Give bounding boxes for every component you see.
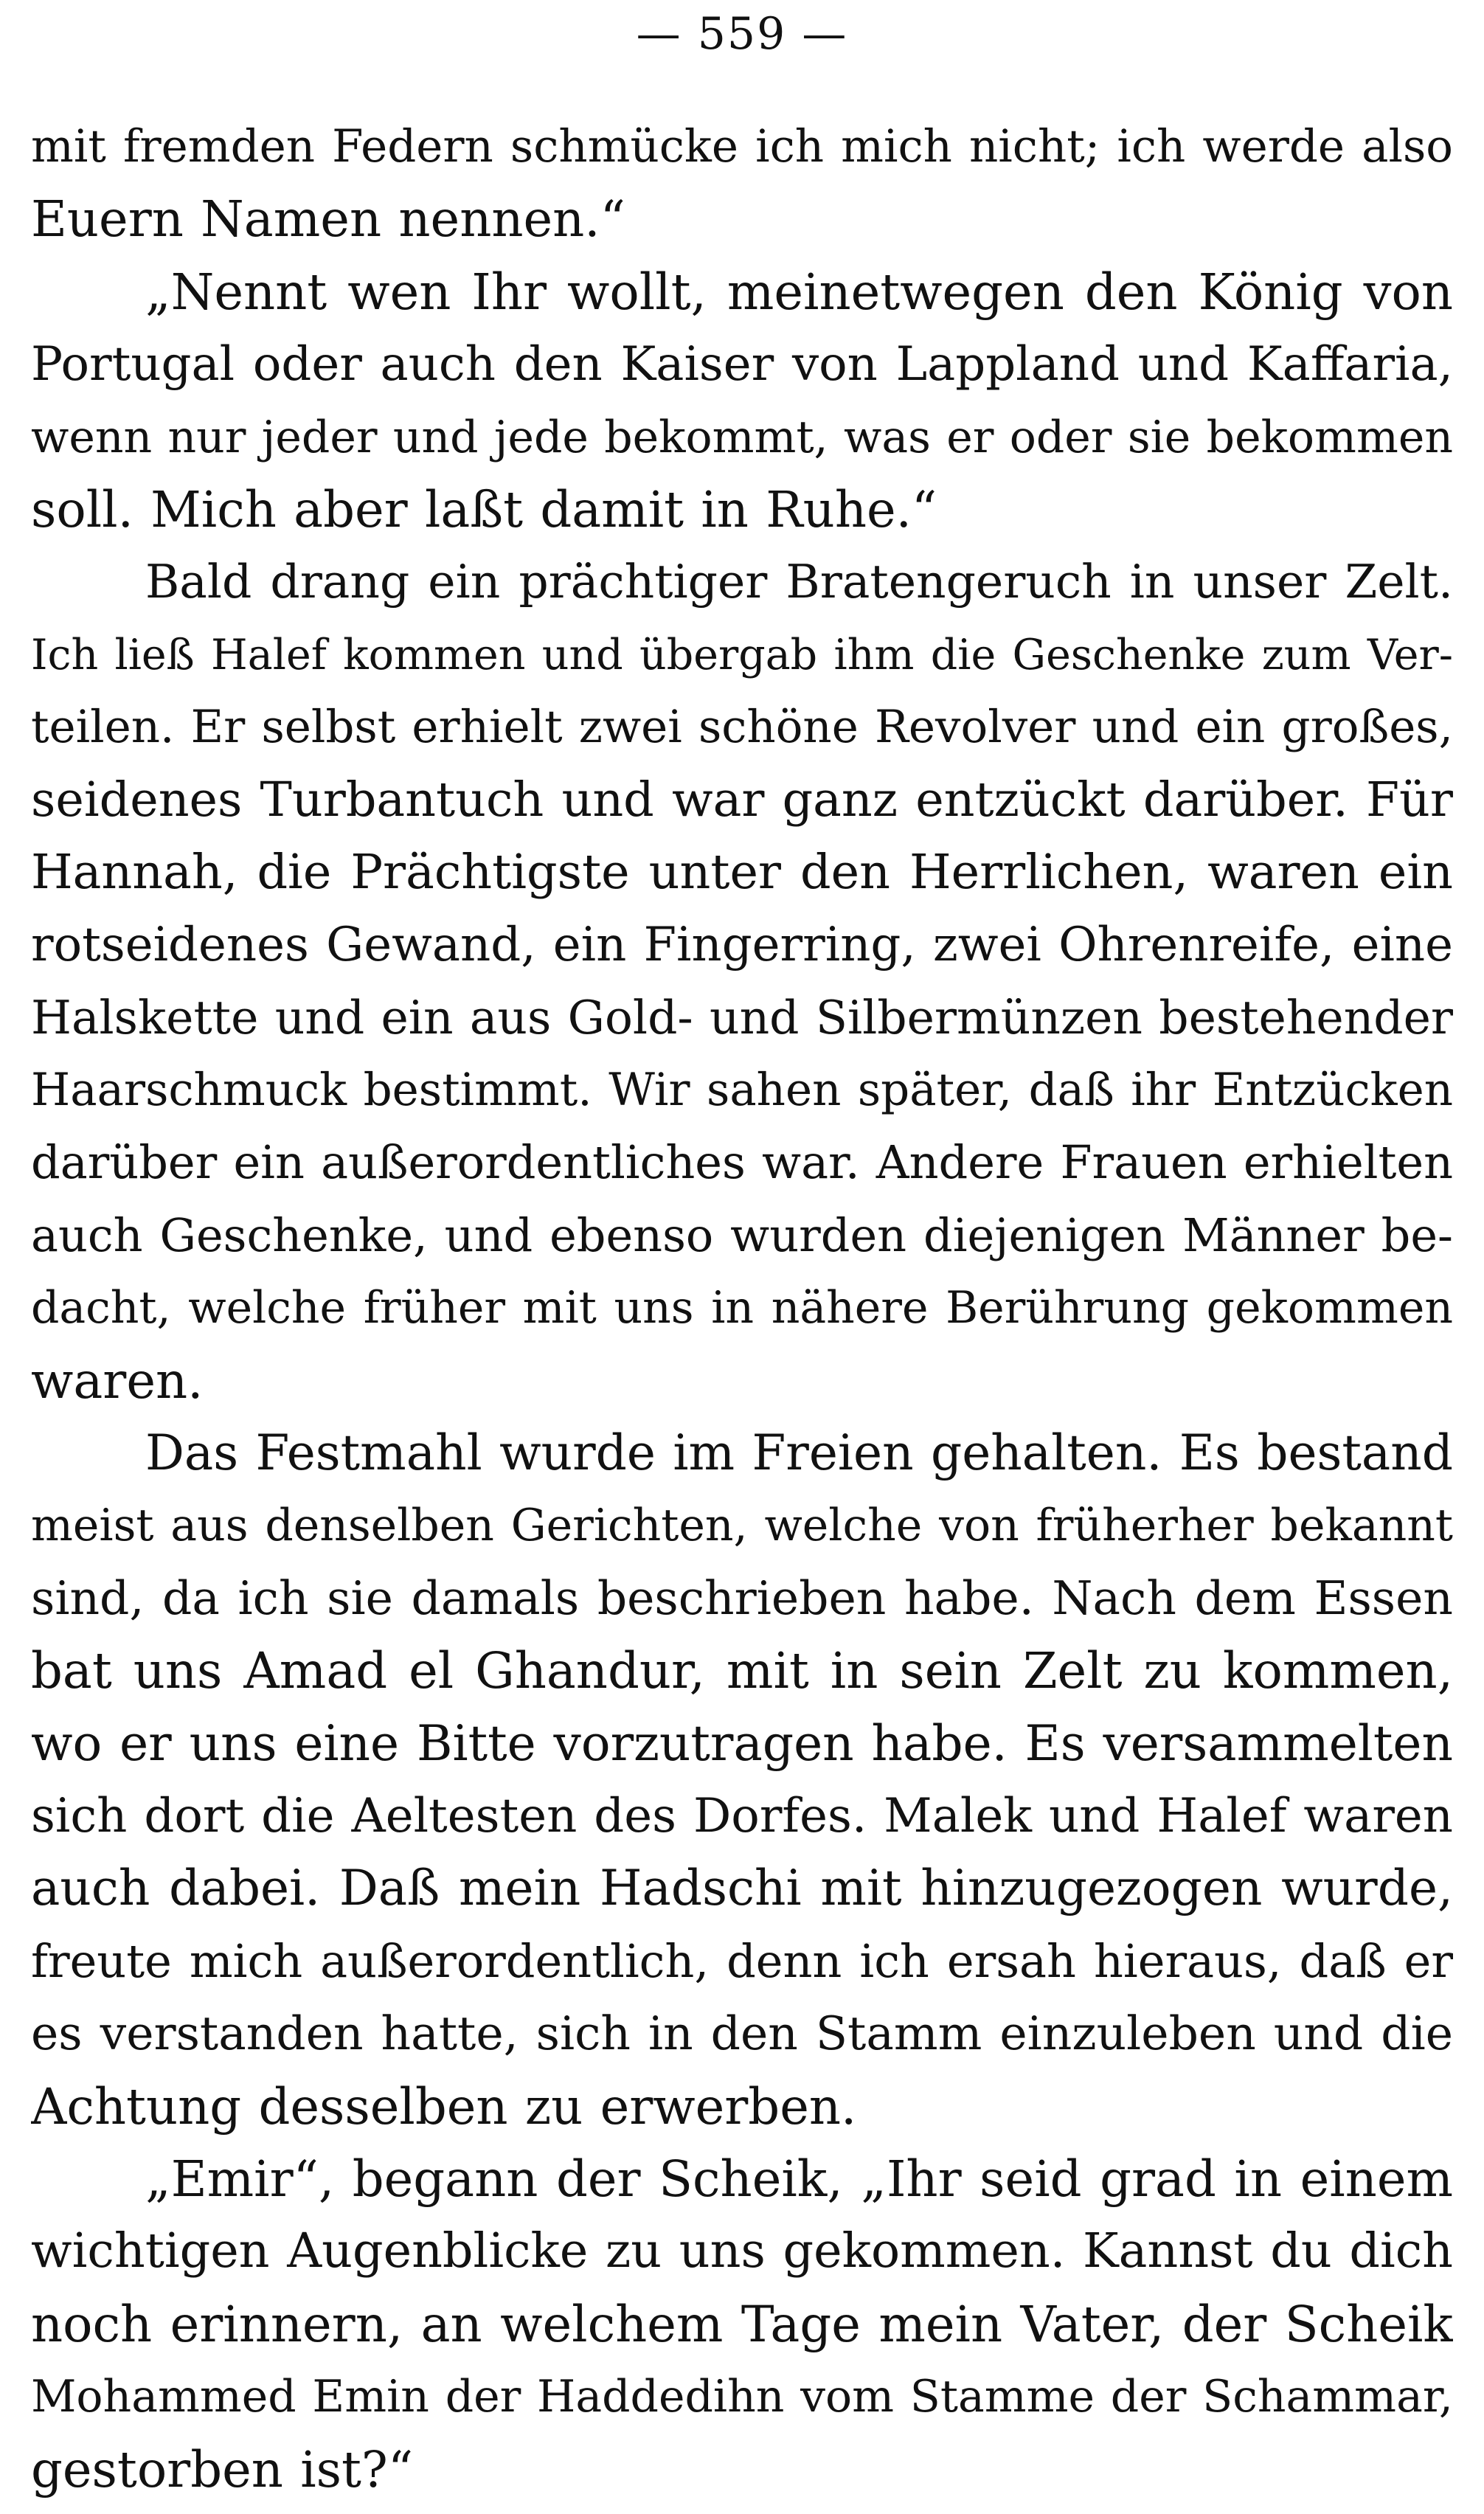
text-line: wenn nur jeder und jede bekommt, was er oder sie bekommen (31, 411, 1453, 463)
text-line: meist aus denselben Gerichten, welche von früherher bekannt (31, 1500, 1453, 1552)
text-line: Euern Namen nennen.“ (31, 190, 625, 249)
text-line: Das Festmahl wurde im Freien gehalten. Es bestand (145, 1424, 1453, 1482)
text-line: wo er uns eine Bitte vorzutragen habe. Es versammelten (31, 1714, 1453, 1772)
text-line: waren. (31, 1351, 204, 1410)
text-line: freute mich außerordentlich, denn ich ersah hieraus, daß er (31, 1933, 1453, 1988)
text-line: Haarschmuck bestimmt. Wir sahen später, daß ihr Entzücken (31, 1064, 1453, 1117)
page-number: — 559 — (636, 8, 848, 60)
text-line: Bald drang ein prächtiger Bratengeruch in unser Zelt. (145, 555, 1453, 609)
text-line: rotseidenes Gewand, ein Fingerring, zwei Ohrenreife, eine (31, 918, 1453, 973)
text-line: darüber ein außerordentliches war. Andere Frauen erhielten (31, 1135, 1453, 1190)
text-line: sich dort die Aeltesten des Dorfes. Malek und Halef waren (31, 1788, 1453, 1843)
text-line: wichtigen Augenblicke zu uns gekommen. Kannst du dich (31, 2223, 1453, 2279)
text-line: noch erinnern, an welchem Tage mein Vater, der Scheik (31, 2295, 1453, 2353)
text-line: Ich ließ Halef kommen und übergab ihm die Geschenke zum Ver- (31, 630, 1453, 679)
text-line: gestorben ist?“ (31, 2440, 414, 2499)
text-line: „Emir“, begann der Scheik, „Ihr seid grad in einem (145, 2150, 1453, 2208)
text-line: auch dabei. Daß mein Hadschi mit hinzugezogen wurde, (31, 1860, 1453, 1917)
text-line: Halskette und ein aus Gold- und Silbermünzen bestehender (31, 990, 1453, 1045)
body-text (31, 111, 1453, 2506)
text-line: „Nennt wen Ihr wollt, meinetwegen den König von (145, 263, 1453, 321)
text-line: auch Geschenke, und ebenso wurden diejenigen Männer be- (31, 1208, 1453, 1262)
text-line: es verstanden hatte, sich in den Stamm einzuleben und die (31, 2006, 1453, 2061)
text-line: Mohammed Emin der Haddedihn vom Stamme der Schammar, (31, 2371, 1453, 2423)
text-line: teilen. Er selbst erhielt zwei schöne Revolver und ein großes, (31, 701, 1453, 754)
text-line: dacht, welche früher mit uns in nähere Berührung gekommen (31, 1282, 1453, 1334)
text-line: Hannah, die Prächtigste unter den Herrlichen, waren ein (31, 844, 1453, 900)
text-line: bat uns Amad el Ghandur, mit in sein Zelt zu kommen, (31, 1642, 1453, 1700)
text-line: seidenes Turbantuch und war ganz entzückt darüber. Für (31, 772, 1453, 828)
text-line: Portugal oder auch den Kaiser von Lappland und Kaffaria, (31, 337, 1453, 392)
text-line: mit fremden Federn schmücke ich mich nicht; ich werde also (31, 120, 1453, 173)
text-line: sind, da ich sie damals beschrieben habe. Nach dem Essen (31, 1571, 1453, 1625)
text-line: soll. Mich aber laßt damit in Ruhe.“ (31, 480, 937, 539)
text-line: Achtung desselben zu erwerben. (31, 2077, 857, 2136)
